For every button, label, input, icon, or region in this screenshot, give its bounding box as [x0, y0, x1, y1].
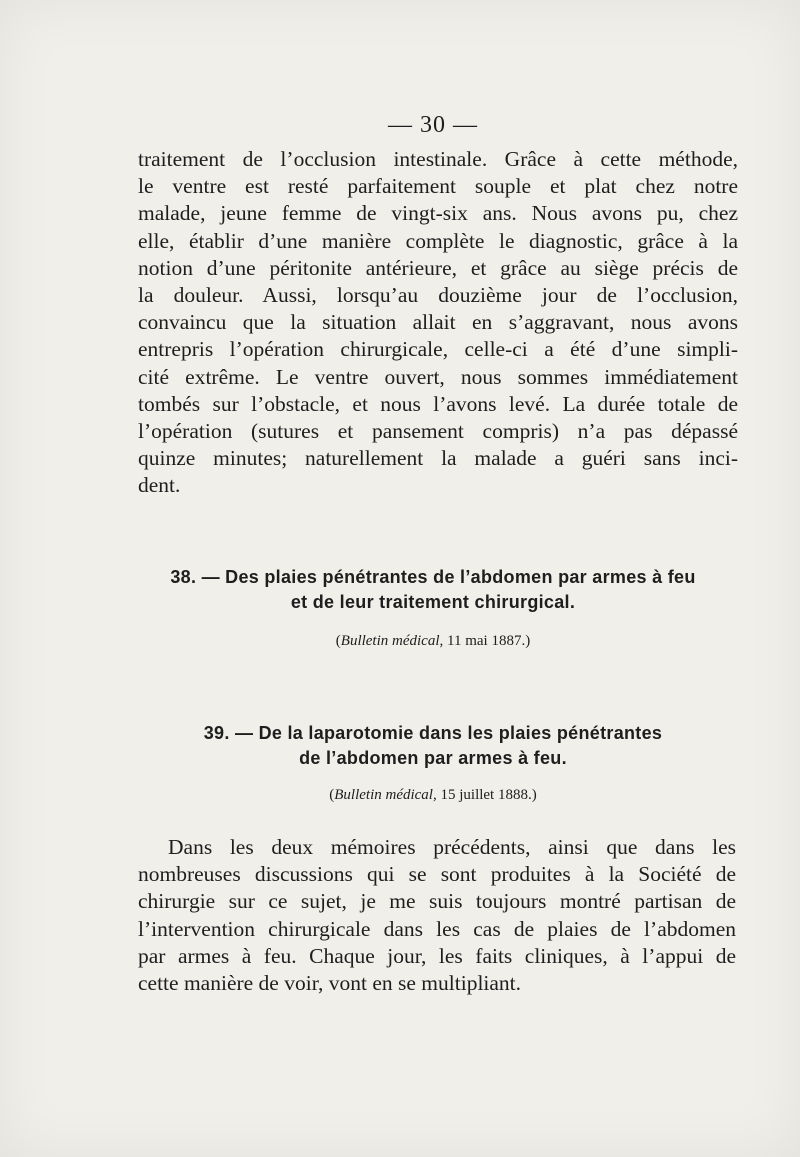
section-38-citation: (Bulletin médical, 11 mai 1887.)	[335, 633, 531, 649]
citation-journal: Bulletin médical,	[340, 633, 444, 649]
text-line: cette manière de voir, vont en se multipliant.	[138, 971, 522, 996]
text-line: la douleur. Aussi, lorsqu’au douzième jour de l’occlusion,	[138, 283, 738, 308]
text-line: entrepris l’opération chirurgicale, celle-ci a été d’une simpli-	[138, 337, 738, 362]
page-number: — 30 —	[388, 112, 478, 138]
citation-date: 15 juillet 1888.	[440, 787, 532, 803]
text-line: dent.	[138, 473, 181, 498]
text-line: cité extrême. Le ventre ouvert, nous sommes immédiatement	[138, 364, 738, 389]
citation-journal: Bulletin médical,	[334, 787, 437, 803]
text-line: l’intervention chirurgicale dans les cas de plaies de l’abdomen	[138, 916, 736, 941]
text-line: notion d’une péritonite antérieure, et grâce au siège précis de	[138, 255, 738, 280]
text-line: elle, établir d’une manière complète le diagnostic, grâce à la	[138, 228, 738, 253]
text-line: Dans les deux mémoires précédents, ainsi que dans les	[168, 835, 736, 859]
section-39-heading	[0, 721, 800, 771]
text-line: l’opération (sutures et pansement compris) n’a pas dépassé	[138, 419, 738, 444]
text-line: tombés sur l’obstacle, et nous l’avons levé. La durée totale de	[138, 391, 738, 416]
body-paragraph-2	[138, 834, 736, 997]
citation-date: 11 mai 1887.	[447, 633, 526, 649]
text-line: convaincu que la situation allait en s’aggravant, nous avons	[138, 310, 738, 335]
section-39-citation: (Bulletin médical, 15 juillet 1888.)	[329, 787, 537, 803]
text-line: traitement de l’occlusion intestinale. Grâce à cette méthode,	[138, 147, 738, 171]
heading-line: 38. — Des plaies pénétrantes de l’abdomen par armes à feu	[170, 567, 696, 587]
body-paragraph-1	[138, 146, 738, 500]
text-line: malade, jeune femme de vingt-six ans. Nous avons pu, chez	[138, 201, 738, 226]
section-38-heading	[0, 565, 800, 615]
text-line: chirurgie sur ce sujet, je me suis toujours montré partisan de	[138, 889, 736, 914]
heading-line: 39. — De la laparotomie dans les plaies pénétrantes	[203, 723, 663, 743]
heading-line: de l’abdomen par armes à feu.	[299, 748, 567, 768]
text-line: par armes à feu. Chaque jour, les faits cliniques, à l’appui de	[138, 943, 736, 968]
heading-line: et de leur traitement chirurgical.	[290, 592, 576, 612]
text-line: quinze minutes; naturellement la malade a guéri sans inci-	[138, 446, 738, 471]
text-line: nombreuses discussions qui se sont produites à la Société de	[138, 862, 736, 887]
text-line: le ventre est resté parfaitement souple et plat chez notre	[138, 174, 738, 199]
